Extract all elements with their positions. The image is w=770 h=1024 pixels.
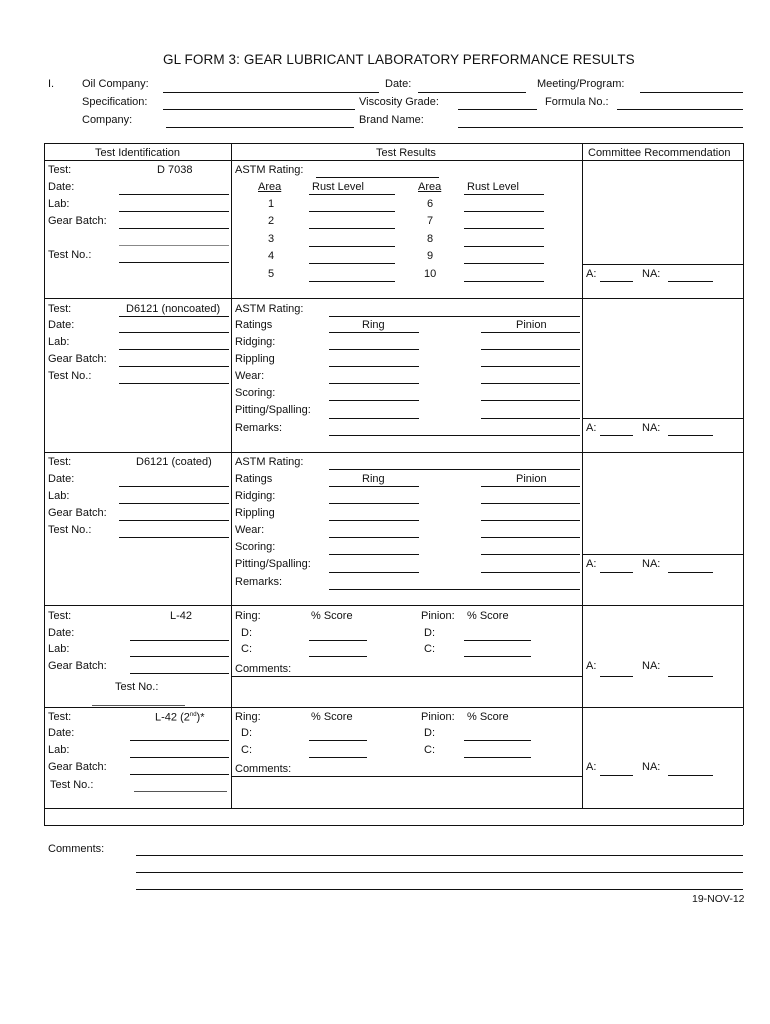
rust-header-rule (309, 194, 395, 195)
date-label: Date: (385, 78, 412, 90)
ana-box-top (582, 264, 743, 265)
ring-rippling-field[interactable] (329, 520, 419, 521)
remarks-field[interactable] (329, 435, 580, 436)
astm-rating-field[interactable] (316, 177, 439, 178)
pinion-d-field[interactable] (464, 740, 531, 741)
not-accept-label: NA: (642, 660, 661, 672)
pinion-c-field[interactable] (464, 757, 531, 758)
section-number: I. (48, 78, 55, 90)
pitting-label: Pitting/Spalling: (235, 404, 311, 416)
row-divider (44, 808, 743, 809)
ring-ridging-field[interactable] (329, 503, 419, 504)
date-field[interactable] (119, 194, 229, 195)
lab-field[interactable] (119, 349, 229, 350)
gear-batch-field[interactable] (119, 520, 229, 521)
col-header-results: Test Results (376, 147, 436, 159)
company-field[interactable] (166, 127, 354, 128)
test-label: Test: (48, 711, 72, 723)
pinion-score-header: % Score (467, 610, 509, 622)
accept-field[interactable] (600, 572, 633, 573)
test-no-label: Test No.: (50, 779, 94, 791)
pinion-c-label: C: (424, 643, 435, 655)
lab-label: Lab: (48, 744, 70, 756)
accept-label: A: (586, 422, 597, 434)
comments-label: Comments: (48, 843, 105, 855)
formula-field[interactable] (617, 109, 743, 110)
ring-d-field[interactable] (309, 740, 367, 741)
viscosity-field[interactable] (458, 109, 537, 110)
date-field[interactable] (119, 486, 229, 487)
lab-label: Lab: (48, 643, 70, 655)
test-name-text: L-42 (2 (155, 711, 190, 724)
pinion-header-rule (481, 486, 580, 487)
astm-rating-field[interactable] (329, 469, 580, 470)
not-accept-field[interactable] (668, 775, 713, 776)
date-label: Date: (48, 319, 75, 331)
ring-c-field[interactable] (309, 757, 367, 758)
ring-pitting-field[interactable] (329, 572, 419, 573)
test-no-field[interactable] (119, 383, 229, 384)
extra-field[interactable] (119, 245, 229, 246)
test-label: Test: (48, 456, 72, 468)
lab-field[interactable] (119, 503, 229, 504)
col-header-test-id: Test Identification (95, 147, 180, 159)
pinion-ridging-field[interactable] (481, 503, 580, 504)
not-accept-field[interactable] (668, 676, 713, 677)
pinion-label: Pinion: (421, 711, 455, 723)
ring-header-rule (329, 486, 419, 487)
area-number: 2 (268, 215, 275, 227)
pinion-wear-field[interactable] (481, 383, 580, 384)
test-name: D6121 (noncoated) (126, 303, 221, 315)
rust-header-rule (464, 194, 544, 195)
area-number: 1 (268, 198, 275, 210)
column-divider (231, 143, 232, 808)
ring-d-label: D: (241, 727, 252, 739)
date-field[interactable] (130, 740, 229, 741)
test-label: Test: (48, 610, 72, 622)
rust-field[interactable] (309, 263, 395, 264)
row-divider (44, 605, 743, 606)
lab-field[interactable] (130, 656, 229, 657)
astm-rating-label: ASTM Rating: (235, 456, 304, 468)
pinion-label: Pinion: (421, 610, 455, 622)
test-name: D 7038 (157, 164, 193, 176)
specification-field[interactable] (163, 109, 355, 110)
ring-c-label: C: (241, 643, 252, 655)
pinion-rippling-field[interactable] (481, 366, 580, 367)
ring-pitting-field[interactable] (329, 418, 419, 419)
area-header: Area (418, 181, 442, 193)
test-no-field[interactable] (119, 537, 229, 538)
pinion-c-field[interactable] (464, 656, 531, 657)
test-label: Test: (48, 303, 72, 315)
pinion-c-label: C: (424, 744, 435, 756)
oil-company-field[interactable] (163, 92, 379, 93)
ring-d-field[interactable] (309, 640, 367, 641)
lab-label: Lab: (48, 336, 70, 348)
scoring-label: Scoring: (235, 387, 276, 399)
rust-field[interactable] (464, 246, 544, 247)
not-accept-label: NA: (642, 558, 661, 570)
pinion-header: Pinion (516, 319, 547, 331)
page-title: GL FORM 3: GEAR LUBRICANT LABORATORY PERFORMANCE RESULTS (163, 52, 635, 67)
specification-label: Specification: (82, 96, 148, 108)
rust-level-header: Rust Level (312, 181, 364, 193)
ring-score-header: % Score (311, 610, 353, 622)
ring-scoring-field[interactable] (329, 554, 419, 555)
lab-field[interactable] (130, 757, 229, 758)
not-accept-field[interactable] (668, 281, 713, 282)
test-name-superscript: nd (189, 712, 197, 718)
row-divider (44, 452, 743, 453)
formula-label: Formula No.: (545, 96, 609, 108)
accept-field[interactable] (600, 676, 633, 677)
date-label: Date: (48, 627, 75, 639)
ratings-label: Ratings (235, 319, 273, 331)
gear-batch-label: Gear Batch: (48, 353, 107, 365)
comments-label: Comments: (235, 763, 292, 775)
area-number: 9 (427, 250, 434, 262)
not-accept-field[interactable] (668, 435, 713, 436)
pinion-header-rule (481, 332, 580, 333)
test-label: Test: (48, 164, 72, 176)
not-accept-label: NA: (642, 268, 661, 280)
revision-date: 19-NOV-12 (692, 893, 745, 905)
ring-c-field[interactable] (309, 656, 367, 657)
area-number: 4 (268, 250, 275, 262)
pinion-d-label: D: (424, 627, 435, 639)
brand-label: Brand Name: (359, 114, 424, 126)
test-no-label: Test No.: (48, 249, 92, 261)
ring-scoring-field[interactable] (329, 400, 419, 401)
accept-field[interactable] (600, 775, 633, 776)
accept-label: A: (586, 268, 597, 280)
brand-field[interactable] (458, 127, 743, 128)
gear-batch-field[interactable] (119, 228, 229, 229)
pinion-rippling-field[interactable] (481, 520, 580, 521)
pinion-scoring-field[interactable] (481, 554, 580, 555)
viscosity-label: Viscosity Grade: (359, 96, 439, 108)
area-number: 7 (427, 215, 434, 227)
ring-header: Ring (362, 319, 385, 331)
date-label: Date: (48, 473, 75, 485)
test-name-suffix: )* (196, 711, 205, 724)
ring-header: Ring (362, 473, 385, 485)
pinion-header: Pinion (516, 473, 547, 485)
row-divider (44, 707, 743, 708)
test-no-field[interactable] (134, 791, 227, 792)
ring-label: Ring: (235, 711, 261, 723)
accept-label: A: (586, 761, 597, 773)
pinion-d-field[interactable] (464, 640, 531, 641)
test-name (155, 712, 205, 724)
not-accept-label: NA: (642, 761, 661, 773)
ring-header-rule (329, 332, 419, 333)
rust-field[interactable] (309, 211, 395, 212)
accept-label: A: (586, 558, 597, 570)
test-no-field[interactable] (92, 705, 185, 706)
ring-wear-field[interactable] (329, 537, 419, 538)
test-no-label: Test No.: (48, 524, 92, 536)
ring-d-label: D: (241, 627, 252, 639)
date-label: Date: (48, 727, 75, 739)
pinion-pitting-field[interactable] (481, 418, 580, 419)
table-border-right (743, 143, 744, 825)
column-divider (582, 143, 583, 808)
table-border-top (44, 143, 743, 144)
pinion-score-header: % Score (467, 711, 509, 723)
gear-batch-label: Gear Batch: (48, 215, 107, 227)
gear-batch-field[interactable] (130, 673, 229, 674)
wear-label: Wear: (235, 370, 265, 382)
rust-field[interactable] (309, 246, 395, 247)
accept-field[interactable] (600, 281, 633, 282)
lab-field[interactable] (119, 211, 229, 212)
gear-batch-label: Gear Batch: (48, 660, 107, 672)
company-label: Company: (82, 114, 133, 126)
date-field[interactable] (119, 332, 229, 333)
pinion-wear-field[interactable] (481, 537, 580, 538)
ring-score-header: % Score (311, 711, 353, 723)
test-name: L-42 (170, 610, 193, 622)
test-no-field[interactable] (119, 262, 229, 263)
table-header-divider (44, 160, 743, 161)
rust-field[interactable] (464, 211, 544, 212)
comments-line[interactable] (136, 889, 743, 890)
ring-rippling-field[interactable] (329, 366, 419, 367)
astm-rating-field[interactable] (329, 316, 580, 317)
ridging-label: Ridging: (235, 490, 276, 502)
ridging-label: Ridging: (235, 336, 276, 348)
wear-label: Wear: (235, 524, 265, 536)
ana-box-top (582, 554, 743, 555)
rust-field[interactable] (464, 281, 544, 282)
ana-box-top (582, 418, 743, 419)
area-number: 6 (427, 198, 434, 210)
rust-level-header: Rust Level (467, 181, 519, 193)
comments-label: Comments: (235, 663, 292, 675)
area-number: 5 (268, 268, 275, 280)
remarks-label: Remarks: (235, 576, 283, 588)
ring-c-label: C: (241, 744, 252, 756)
remarks-label: Remarks: (235, 422, 283, 434)
meeting-label: Meeting/Program: (537, 78, 625, 90)
pinion-ridging-field[interactable] (481, 349, 580, 350)
test-name: D6121 (coated) (136, 456, 212, 468)
area-number: 10 (424, 268, 437, 280)
gear-batch-label: Gear Batch: (48, 507, 107, 519)
ring-ridging-field[interactable] (329, 349, 419, 350)
remarks-field[interactable] (329, 589, 580, 590)
area-number: 3 (268, 233, 275, 245)
comments-field[interactable] (231, 776, 582, 777)
rust-field[interactable] (309, 228, 395, 229)
rust-field[interactable] (464, 263, 544, 264)
comments-line[interactable] (136, 855, 743, 856)
ratings-label: Ratings (235, 473, 273, 485)
astm-rating-label: ASTM Rating: (235, 164, 304, 176)
not-accept-label: NA: (642, 422, 661, 434)
gear-batch-field[interactable] (119, 366, 229, 367)
date-field[interactable] (130, 640, 229, 641)
area-header: Area (258, 181, 282, 193)
not-accept-field[interactable] (668, 572, 713, 573)
lab-label: Lab: (48, 490, 70, 502)
pitting-label: Pitting/Spalling: (235, 558, 311, 570)
gear-batch-field[interactable] (130, 774, 229, 775)
oil-company-label: Oil Company: (82, 78, 149, 90)
table-border-left (44, 143, 45, 825)
pinion-d-label: D: (424, 727, 435, 739)
area-number: 8 (427, 233, 434, 245)
ring-label: Ring: (235, 610, 261, 622)
rust-field[interactable] (464, 228, 544, 229)
test-no-label: Test No.: (48, 370, 92, 382)
meeting-field[interactable] (640, 92, 743, 93)
test-no-label: Test No.: (115, 681, 159, 693)
rippling-label: Rippling (235, 507, 275, 519)
accept-label: A: (586, 660, 597, 672)
date-label: Date: (48, 181, 75, 193)
rippling-label: Rippling (235, 353, 275, 365)
col-header-committee: Committee Recommendation (588, 147, 731, 159)
test-name-rule (119, 316, 229, 317)
pinion-pitting-field[interactable] (481, 572, 580, 573)
date-field[interactable] (418, 92, 526, 93)
lab-label: Lab: (48, 198, 70, 210)
row-divider (44, 298, 743, 299)
accept-field[interactable] (600, 435, 633, 436)
comments-field[interactable] (231, 676, 582, 677)
ring-wear-field[interactable] (329, 383, 419, 384)
rust-field[interactable] (309, 281, 395, 282)
gear-batch-label: Gear Batch: (48, 761, 107, 773)
table-border-bottom (44, 825, 743, 826)
astm-rating-label: ASTM Rating: (235, 303, 304, 315)
scoring-label: Scoring: (235, 541, 276, 553)
pinion-scoring-field[interactable] (481, 400, 580, 401)
comments-line[interactable] (136, 872, 743, 873)
